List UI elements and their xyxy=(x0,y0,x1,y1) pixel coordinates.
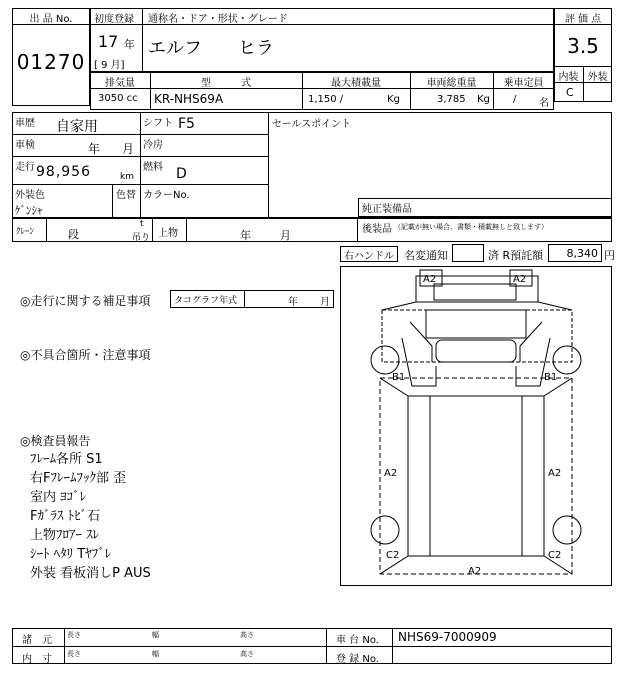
mileage-value: 98,956 xyxy=(36,164,91,180)
driving-notes-label: ◎走行に関する補足事項 xyxy=(20,294,151,308)
aircon-label: 冷房 xyxy=(143,140,163,151)
interior-label: 内装 xyxy=(558,72,579,83)
height-label: 高さ xyxy=(240,631,254,639)
crane-step: 段 xyxy=(68,228,79,241)
gross-weight-value: 3,785 xyxy=(437,94,466,105)
shift-label: シフト xyxy=(143,118,173,129)
tacho-year: 年 xyxy=(288,297,298,308)
max-load-unit: Kg xyxy=(387,94,400,105)
mark-mid-right: B1 xyxy=(544,372,558,383)
inspection-year: 年 xyxy=(88,142,101,156)
crane-label: ｸﾚｰﾝ xyxy=(16,227,35,237)
mark-front-right: A2 xyxy=(513,274,527,285)
inspection-label: 車検 xyxy=(15,140,35,151)
crane-ton: t xyxy=(140,219,144,229)
year-unit: 年 xyxy=(124,38,135,51)
displacement-label: 排気量 xyxy=(105,78,135,89)
inspection-month: 月 xyxy=(122,142,135,156)
rating-label: 評 価 点 xyxy=(564,14,602,25)
mark-mid-left: B1 xyxy=(392,372,406,383)
exterior-label: 外装 xyxy=(587,72,608,83)
mileage-label: 走行 xyxy=(15,162,35,173)
upper-year: 年 xyxy=(240,229,251,242)
mark-rear-right: C2 xyxy=(548,550,562,561)
width-label: 幅 xyxy=(152,631,159,639)
chassis-number: NHS69-7000909 xyxy=(398,630,497,644)
report-line: Fｶﾞﾗｽ ﾄﾋﾞ石 xyxy=(30,509,101,524)
displacement-value: 3050 cc xyxy=(98,93,138,104)
history-value: 自家用 xyxy=(56,119,98,135)
first-reg-month: [ 9 月] xyxy=(94,60,125,71)
shift-value: F5 xyxy=(178,116,195,132)
upper-label: 上物 xyxy=(158,228,178,239)
max-load-value: 1,150 / xyxy=(308,94,344,105)
first-reg-label: 初度登録 xyxy=(94,14,134,25)
model-label: 型 式 xyxy=(201,78,251,89)
car-name-label: 通称名・ドア・形状・グレード xyxy=(148,14,288,25)
aftermarket-note: （記載が無い場合、書類・積載無しと致します） xyxy=(394,223,548,231)
equipment-label: 純正装備品 xyxy=(362,204,412,215)
lot-number: 01270 xyxy=(16,50,86,74)
color-no-label: カラーNo. xyxy=(143,190,190,201)
chassis-label: 車 台 No. xyxy=(336,635,379,646)
mark-side-right: A2 xyxy=(548,468,562,479)
upper-month: 月 xyxy=(280,229,291,242)
report-line: ｼｰﾄ ﾍﾀﾘ Tﾔﾌﾞﾚ xyxy=(30,547,112,562)
tacho-label: タコグラフ年式 xyxy=(174,296,238,306)
report-line: 上物ﾌﾛｱｰ ｽﾚ xyxy=(30,528,100,543)
aftermarket-label: 後装品 xyxy=(362,224,392,235)
crane-hang: 吊り xyxy=(132,233,151,243)
width-label-inner: 幅 xyxy=(152,650,159,658)
capacity-label: 乗車定員 xyxy=(503,78,544,89)
color-label: 外装色 xyxy=(15,190,45,201)
crane-row xyxy=(12,218,358,242)
fuel-label: 燃料 xyxy=(143,162,163,173)
model-value: KR-NHS69A xyxy=(154,92,224,106)
recycle-unit: 円 xyxy=(604,249,615,262)
history-label: 車歴 xyxy=(15,118,35,129)
gross-weight-unit: Kg xyxy=(477,94,490,105)
name-change-label: 名変通知 xyxy=(404,249,448,262)
gross-weight-label: 車両総重量 xyxy=(426,78,477,89)
report-line: 右Fﾌﾚｰﾑﾌｯｸ部 歪 xyxy=(30,471,127,486)
mark-rear: A2 xyxy=(468,566,482,577)
inspector-report-label: ◎検査員報告 xyxy=(20,434,91,448)
recycle-amount: 8,340 xyxy=(566,247,598,260)
mileage-unit: km xyxy=(120,172,134,182)
name-change-box xyxy=(452,244,484,262)
car-name: エルフ ヒラ xyxy=(148,38,274,59)
registration-label: 登 録 No. xyxy=(336,654,379,665)
mark-side-left: A2 xyxy=(384,468,398,479)
steering-value: 右ハンドル xyxy=(344,251,394,262)
defects-label: ◎不具合箇所・注意事項 xyxy=(20,348,151,362)
report-line: 室内 ﾖｺﾞﾚ xyxy=(30,490,87,505)
mark-rear-left: C2 xyxy=(386,550,400,561)
color-change-label: 色替 xyxy=(116,190,136,201)
dim-footer-label: 内 寸 xyxy=(22,654,52,665)
truck-diagram xyxy=(340,266,612,586)
length-label: 長さ xyxy=(67,631,81,639)
spec-footer-label: 諸 元 xyxy=(22,635,52,646)
interior-grade: C xyxy=(566,86,574,99)
max-load-label: 最大積載量 xyxy=(331,78,381,89)
capacity-unit: 名 xyxy=(539,98,549,109)
recycle-label: 済 R預託額 xyxy=(488,249,544,262)
color-value: ｹﾞﾝｼｬ xyxy=(15,204,43,217)
report-line: ﾌﾚｰﾑ各所 S1 xyxy=(30,452,103,467)
report-line: 外装 看板消しP AUS xyxy=(30,566,151,581)
capacity-value: / xyxy=(513,94,517,105)
tacho-month: 月 xyxy=(320,297,330,308)
mark-front-left: A2 xyxy=(423,274,437,285)
length-label-inner: 長さ xyxy=(67,650,81,658)
fuel-value: D xyxy=(176,166,187,182)
first-reg-year: 17 xyxy=(98,32,119,51)
sales-point-label: セールスポイント xyxy=(272,119,352,130)
rating-value: 3.5 xyxy=(567,34,599,58)
height-label-inner: 高さ xyxy=(240,650,254,658)
lot-label: 出 品 No. xyxy=(29,14,73,25)
